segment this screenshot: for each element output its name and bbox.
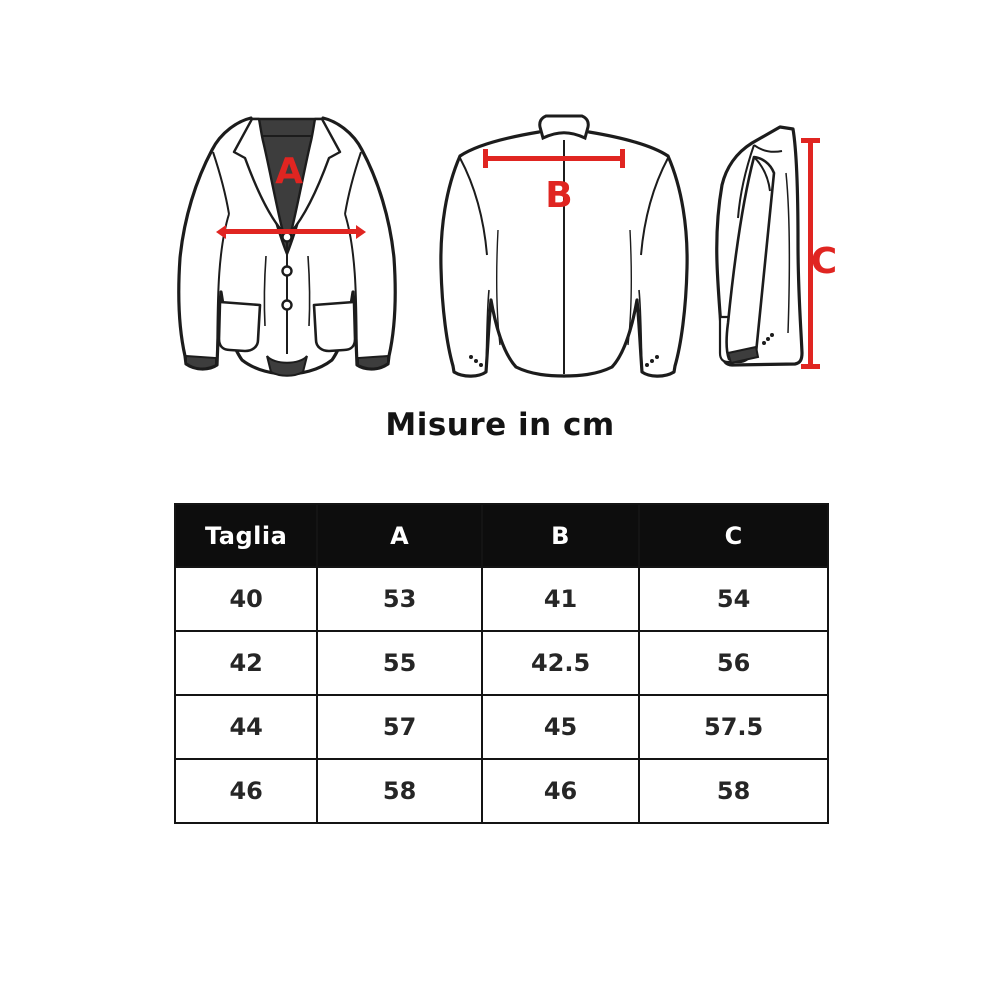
cell-measure-a: 58 bbox=[317, 759, 482, 823]
size-table-header-row bbox=[175, 504, 828, 567]
jacket-back-illustration bbox=[436, 110, 692, 382]
table-row bbox=[175, 631, 828, 695]
column-header-a: A bbox=[317, 504, 482, 567]
measurement-label-a: A bbox=[275, 151, 303, 192]
cell-measure-c: 57.5 bbox=[639, 695, 828, 759]
cell-measure-c: 56 bbox=[639, 631, 828, 695]
column-header-b: B bbox=[482, 504, 639, 567]
cell-measure-a: 57 bbox=[317, 695, 482, 759]
jacket-front-illustration bbox=[166, 106, 408, 390]
column-header-c: C bbox=[639, 504, 828, 567]
cell-measure-c: 54 bbox=[639, 567, 828, 631]
cell-measure-b: 42.5 bbox=[482, 631, 639, 695]
cell-size: 42 bbox=[175, 631, 317, 695]
measurement-label-c: C bbox=[810, 241, 838, 282]
cell-measure-a: 55 bbox=[317, 631, 482, 695]
measurement-line-a bbox=[224, 229, 358, 234]
cell-measure-b: 41 bbox=[482, 567, 639, 631]
measurement-label-b: B bbox=[545, 175, 573, 216]
table-row bbox=[175, 567, 828, 631]
cell-measure-b: 45 bbox=[482, 695, 639, 759]
measurement-line-b bbox=[484, 156, 624, 161]
table-row bbox=[175, 695, 828, 759]
jacket-back-diagram bbox=[436, 110, 692, 382]
cell-size: 44 bbox=[175, 695, 317, 759]
size-table bbox=[174, 503, 829, 824]
cell-size: 46 bbox=[175, 759, 317, 823]
column-header-taglia: Taglia bbox=[175, 504, 317, 567]
cell-measure-a: 53 bbox=[317, 567, 482, 631]
back-collar bbox=[540, 116, 589, 138]
cell-measure-c: 58 bbox=[639, 759, 828, 823]
cell-size: 40 bbox=[175, 567, 317, 631]
table-row bbox=[175, 759, 828, 823]
page-title: Misure in cm bbox=[385, 407, 615, 443]
cell-measure-b: 46 bbox=[482, 759, 639, 823]
jacket-front-diagram bbox=[166, 106, 408, 390]
